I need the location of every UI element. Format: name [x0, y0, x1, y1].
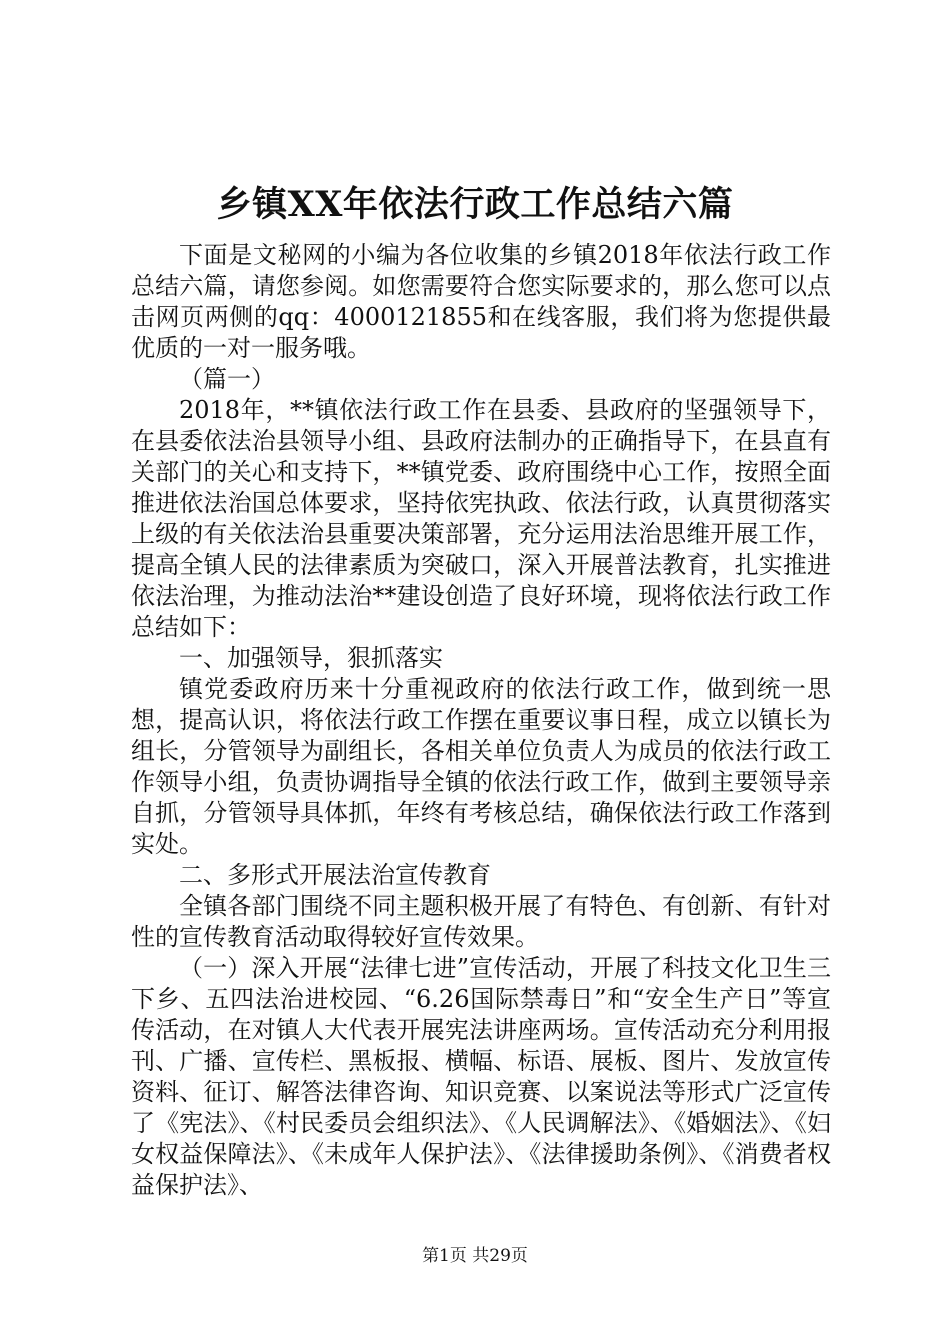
paragraph-section-label: （篇一）	[179, 365, 275, 393]
paragraph-intro: 下面是文秘网的小编为各位收集的乡镇2018年依法行政工作总结六篇，请您参阅。如您需要符合您实际要求的，那么您可以点击网页两侧的qq：4000121855和在线客服，我们将为您提供最优质的一对一服务哦。	[131, 241, 831, 362]
paragraph-overview: 2018年，**镇依法行政工作在县委、县政府的坚强领导下，在县委依法治县领导小组、县政府法制办的正确指导下，在县直有关部门的关心和支持下，**镇党委、政府围绕中心工作，按照全面推进依法治国总体要求，坚持依宪执政、依法行政，认真贯彻落实上级的有关依法治县重要决策部署，充分运用法治思维开展工作，提高全镇人民的法律素质为突破口，深入开展普法教育，扎实推进依法治理，为推动法治**建设创造了良好环境，现将依法行政工作总结如下：	[131, 396, 831, 641]
heading-strengthen-leadership: 一、加强领导，狠抓落实	[179, 644, 443, 672]
paragraph-education: 全镇各部门围绕不同主题积极开展了有特色、有创新、有针对性的宣传教育活动取得较好宣传效果。	[131, 892, 831, 951]
page-number-footer: 第1页 共29页	[422, 1246, 528, 1266]
document-body	[131, 240, 831, 1201]
paragraph-seven-into: （一）深入开展“法律七进”宣传活动，开展了科技文化卫生三下乡、五四法治进校园、“6.26国际禁毒日”和“安全生产日”等宣传活动，在对镇人大代表开展宪法讲座两场。宣传活动充分利用报刊、广播、宣传栏、黑板报、横幅、标语、展板、图片、发放宣传资料、征订、解答法律咨询、知识竞赛、以案说法等形式广泛宣传了《宪法》、《村民委员会组织法》、《人民调解法》、《婚姻法》、《妇女权益保障法》、《未成年人保护法》、《法律援助条例》、《消费者权益保护法》、	[131, 954, 831, 1199]
paragraph-leadership: 镇党委政府历来十分重视政府的依法行政工作，做到统一思想，提高认识，将依法行政工作摆在重要议事日程，成立以镇长为组长，分管领导为副组长，各相关单位负责人为成员的依法行政工作领导小组，负责协调指导全镇的依法行政工作，做到主要领导亲自抓，分管领导具体抓，年终有考核总结，确保依法行政工作落到实处。	[131, 675, 831, 858]
heading-legal-education: 二、多形式开展法治宣传教育	[179, 861, 491, 889]
document-title: 乡镇XX年依法行政工作总结六篇	[216, 184, 734, 225]
